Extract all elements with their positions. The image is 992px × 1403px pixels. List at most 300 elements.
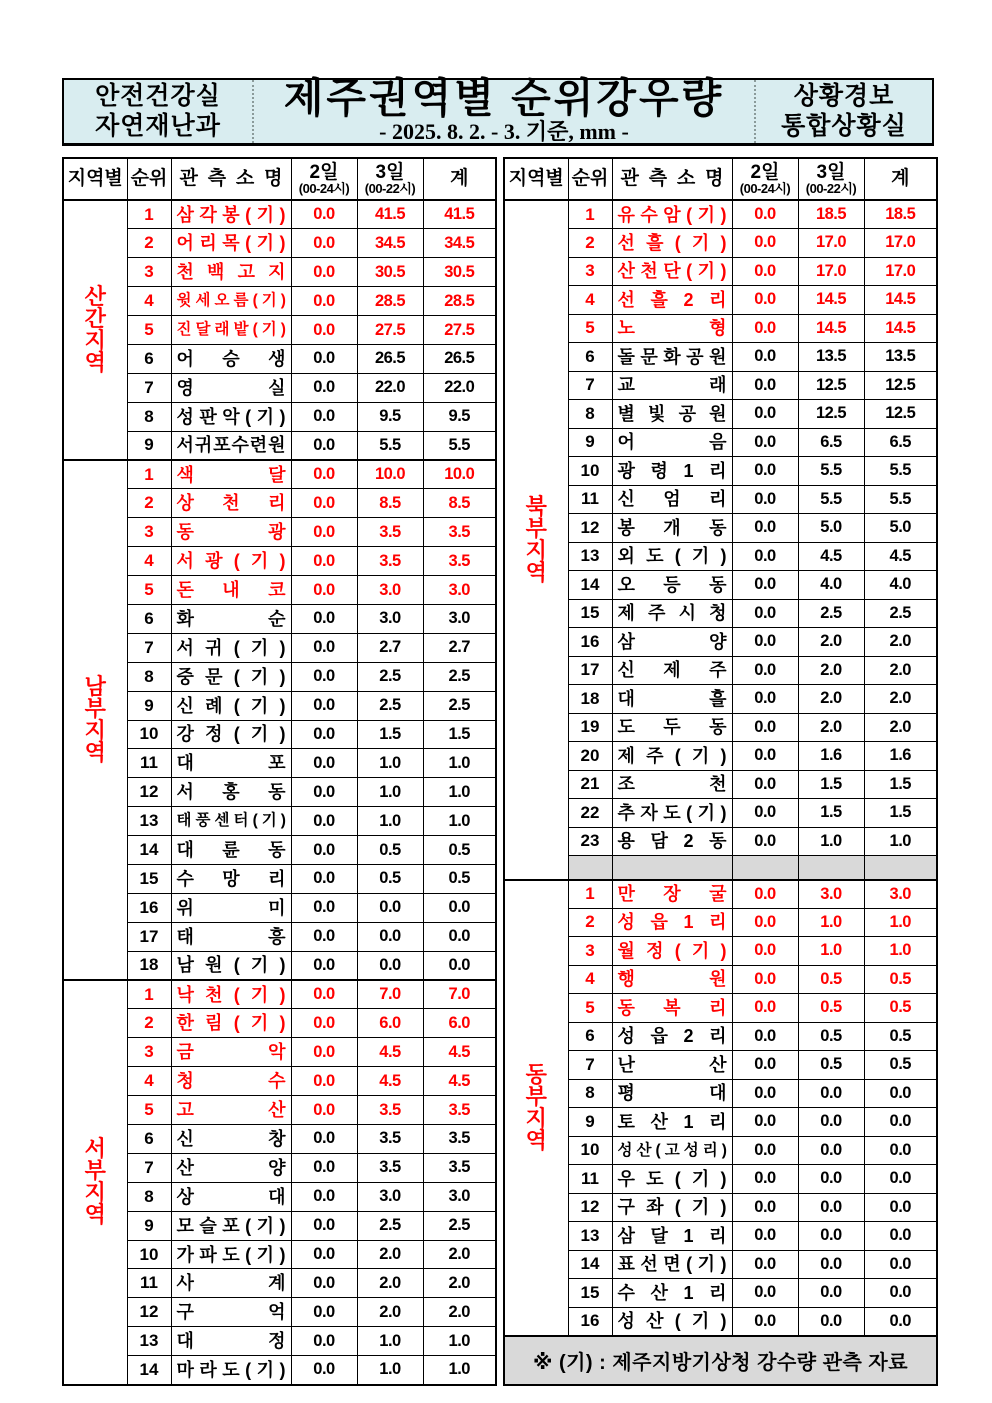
rank-cell: 1 bbox=[568, 880, 612, 909]
total-cell: 3.0 bbox=[423, 576, 496, 605]
day3-cell: 4.0 bbox=[798, 571, 864, 600]
day2-cell: 0.0 bbox=[291, 1240, 357, 1269]
station-name-cell: 성 판 악 ( 기 ) bbox=[171, 402, 291, 431]
day2-cell: 0.0 bbox=[732, 371, 798, 400]
rank-cell: 23 bbox=[568, 827, 612, 856]
station-row bbox=[504, 514, 937, 543]
station-name-cell: 남 원 ( 기 ) bbox=[171, 951, 291, 980]
column-header-row bbox=[63, 158, 496, 200]
station-name-cell: 모 슬 포 ( 기 ) bbox=[171, 1211, 291, 1240]
station-row bbox=[63, 922, 496, 951]
station-name-cell: 별 빛 공 원 bbox=[612, 400, 732, 429]
total-cell: 2.0 bbox=[423, 1240, 496, 1269]
day2-cell: 0.0 bbox=[732, 685, 798, 714]
total-cell: 0.5 bbox=[864, 994, 937, 1023]
total-cell: 22.0 bbox=[423, 373, 496, 402]
day3-cell: 27.5 bbox=[357, 316, 423, 345]
day3-cell: 41.5 bbox=[357, 200, 423, 229]
day3-cell: 2.0 bbox=[798, 685, 864, 714]
total-cell: 12.5 bbox=[864, 371, 937, 400]
day2-cell: 0.0 bbox=[291, 373, 357, 402]
rank-cell: 3 bbox=[127, 518, 171, 547]
day2-cell: 0.0 bbox=[291, 662, 357, 691]
rank-cell: 22 bbox=[568, 799, 612, 828]
day2-cell: 0.0 bbox=[291, 807, 357, 836]
rank-cell: 5 bbox=[568, 314, 612, 343]
day3-cell: 2.0 bbox=[798, 628, 864, 657]
region-label: 서 부 지 역 bbox=[63, 980, 127, 1384]
total-cell: 0.0 bbox=[864, 1079, 937, 1108]
day3-cell: 1.5 bbox=[798, 770, 864, 799]
station-name-cell: 월 정 ( 기 ) bbox=[612, 937, 732, 966]
day2-cell: 0.0 bbox=[732, 400, 798, 429]
total-cell: 5.0 bbox=[864, 514, 937, 543]
region-label: 산 간 지 역 bbox=[63, 200, 127, 460]
total-cell: 1.5 bbox=[864, 770, 937, 799]
day2-cell: 0.0 bbox=[732, 880, 798, 909]
station-name-cell: 천 백 고 지 bbox=[171, 258, 291, 287]
total-cell: 0.0 bbox=[423, 893, 496, 922]
station-row bbox=[504, 1193, 937, 1222]
station-row bbox=[63, 1269, 496, 1298]
rank-cell: 13 bbox=[127, 1327, 171, 1356]
total-cell: 0.0 bbox=[423, 922, 496, 951]
total-cell: 14.5 bbox=[864, 286, 937, 315]
station-name-cell: 제 주 시 청 bbox=[612, 599, 732, 628]
region-label: 북 부 지 역 bbox=[504, 200, 568, 880]
day3-cell: 1.0 bbox=[357, 778, 423, 807]
day3-cell: 3.5 bbox=[357, 518, 423, 547]
day3-cell: 5.5 bbox=[798, 485, 864, 514]
rank-cell: 10 bbox=[568, 1136, 612, 1165]
total-cell: 0.0 bbox=[864, 1108, 937, 1137]
day2-cell: 0.0 bbox=[732, 314, 798, 343]
day2-cell: 0.0 bbox=[291, 1125, 357, 1154]
rank-cell: 3 bbox=[568, 937, 612, 966]
station-row bbox=[504, 656, 937, 685]
day2-cell: 0.0 bbox=[291, 576, 357, 605]
ops-room-line-1: 상황경보 bbox=[793, 82, 895, 110]
rank-cell: 13 bbox=[127, 807, 171, 836]
day2-cell: 0.0 bbox=[732, 742, 798, 771]
station-name-cell: 진 달 래 밭 ( 기 ) bbox=[171, 316, 291, 345]
station-row bbox=[63, 893, 496, 922]
day3-cell: 12.5 bbox=[798, 371, 864, 400]
station-row bbox=[504, 1250, 937, 1279]
station-row bbox=[63, 1211, 496, 1240]
station-name-cell: 마 라 도 ( 기 ) bbox=[171, 1356, 291, 1385]
rank-cell: 4 bbox=[568, 965, 612, 994]
day3-cell: 1.5 bbox=[357, 720, 423, 749]
day3-cell: 0.0 bbox=[798, 1108, 864, 1137]
total-cell: 0.0 bbox=[864, 1222, 937, 1251]
day2-cell: 0.0 bbox=[732, 286, 798, 315]
rank-cell: 1 bbox=[127, 200, 171, 229]
rank-cell: 7 bbox=[127, 373, 171, 402]
station-row bbox=[63, 864, 496, 893]
station-row bbox=[504, 542, 937, 571]
total-cell: 6.5 bbox=[864, 428, 937, 457]
total-cell: 5.5 bbox=[864, 457, 937, 486]
station-name-cell: 사 계 bbox=[171, 1269, 291, 1298]
day2-cell: 0.0 bbox=[291, 633, 357, 662]
station-row bbox=[63, 287, 496, 316]
day3-cell: 4.5 bbox=[357, 1067, 423, 1096]
day2-cell: 0.0 bbox=[732, 599, 798, 628]
rank-cell: 3 bbox=[568, 257, 612, 286]
day2-cell: 0.0 bbox=[732, 770, 798, 799]
empty-filler-row bbox=[504, 856, 937, 880]
day3-cell: 1.0 bbox=[798, 908, 864, 937]
rank-cell: 13 bbox=[568, 542, 612, 571]
region-label: 동 부 지 역 bbox=[504, 880, 568, 1336]
footnote: ※ (기) : 제주지방기상청 강수량 관측 자료 bbox=[504, 1336, 937, 1385]
day3-cell: 1.0 bbox=[798, 827, 864, 856]
day3-cell: 2.5 bbox=[357, 1211, 423, 1240]
ops-room-label bbox=[754, 80, 932, 143]
station-name-cell: 삼 양 bbox=[612, 628, 732, 657]
rainfall-table-right bbox=[503, 157, 938, 1386]
station-row bbox=[63, 1327, 496, 1356]
station-name-cell: 위 미 bbox=[171, 893, 291, 922]
day3-cell: 10.0 bbox=[357, 460, 423, 489]
day3-cell: 2.5 bbox=[798, 599, 864, 628]
station-row bbox=[504, 400, 937, 429]
total-cell: 0.0 bbox=[864, 1279, 937, 1308]
rank-cell: 5 bbox=[568, 994, 612, 1023]
total-cell: 1.0 bbox=[864, 908, 937, 937]
day2-cell: 0.0 bbox=[291, 431, 357, 460]
station-name-cell: 용 담 2 동 bbox=[612, 827, 732, 856]
rank-cell: 10 bbox=[568, 457, 612, 486]
station-row bbox=[63, 778, 496, 807]
rank-cell: 15 bbox=[568, 1279, 612, 1308]
rank-cell: 5 bbox=[127, 316, 171, 345]
station-row bbox=[504, 1307, 937, 1336]
station-name-cell: 만 장 굴 bbox=[612, 880, 732, 909]
day2-cell: 0.0 bbox=[732, 1165, 798, 1194]
station-row bbox=[504, 713, 937, 742]
station-row bbox=[63, 633, 496, 662]
day2-cell: 0.0 bbox=[732, 1136, 798, 1165]
day2-cell: 0.0 bbox=[732, 628, 798, 657]
total-cell: 1.6 bbox=[864, 742, 937, 771]
station-name-cell: 서 광 ( 기 ) bbox=[171, 547, 291, 576]
total-cell: 2.0 bbox=[864, 656, 937, 685]
day2-cell: 0.0 bbox=[291, 1153, 357, 1182]
rank-cell: 17 bbox=[127, 922, 171, 951]
day2-cell: 0.0 bbox=[291, 1009, 357, 1038]
day3-cell: 0.0 bbox=[798, 1165, 864, 1194]
column-header-total: 계 bbox=[423, 158, 496, 200]
total-cell: 2.0 bbox=[423, 1298, 496, 1327]
station-row bbox=[504, 599, 937, 628]
dept-label bbox=[64, 80, 254, 143]
day2-cell: 0.0 bbox=[291, 1096, 357, 1125]
day2-cell: 0.0 bbox=[732, 713, 798, 742]
station-row bbox=[63, 1096, 496, 1125]
rank-cell: 4 bbox=[127, 287, 171, 316]
station-row bbox=[63, 749, 496, 778]
station-name-cell: 신 례 ( 기 ) bbox=[171, 691, 291, 720]
station-row bbox=[504, 571, 937, 600]
rank-cell: 6 bbox=[568, 1022, 612, 1051]
total-cell: 1.0 bbox=[864, 827, 937, 856]
column-header-region: 지역별 bbox=[63, 158, 127, 200]
day3-cell: 0.0 bbox=[798, 1079, 864, 1108]
total-cell: 2.5 bbox=[864, 599, 937, 628]
day3-cell: 1.0 bbox=[798, 937, 864, 966]
station-row bbox=[63, 344, 496, 373]
day3-cell: 0.0 bbox=[798, 1222, 864, 1251]
total-cell: 1.0 bbox=[423, 1327, 496, 1356]
total-cell: 0.5 bbox=[864, 1051, 937, 1080]
total-cell: 1.0 bbox=[423, 807, 496, 836]
day3-cell: 3.5 bbox=[357, 1153, 423, 1182]
page-title: 제주권역별 순위강우량 bbox=[283, 75, 725, 122]
rank-cell: 7 bbox=[127, 1153, 171, 1182]
day3-cell: 28.5 bbox=[357, 287, 423, 316]
day2-cell: 0.0 bbox=[291, 893, 357, 922]
rank-cell: 6 bbox=[568, 343, 612, 372]
station-name-cell: 외 도 ( 기 ) bbox=[612, 542, 732, 571]
total-cell: 13.5 bbox=[864, 343, 937, 372]
total-cell: 0.5 bbox=[423, 836, 496, 865]
station-name-cell: 노 형 bbox=[612, 314, 732, 343]
station-row bbox=[63, 604, 496, 633]
column-header-total: 계 bbox=[864, 158, 937, 200]
station-name-cell: 상 천 리 bbox=[171, 489, 291, 518]
day3-cell: 0.0 bbox=[798, 1307, 864, 1336]
station-row bbox=[63, 547, 496, 576]
station-name-cell: 도 두 동 bbox=[612, 713, 732, 742]
rank-cell: 8 bbox=[127, 662, 171, 691]
station-row bbox=[63, 489, 496, 518]
day3-cell: 3.0 bbox=[798, 880, 864, 909]
day2-cell: 0.0 bbox=[732, 656, 798, 685]
station-name-cell: 신 엄 리 bbox=[612, 485, 732, 514]
total-cell: 8.5 bbox=[423, 489, 496, 518]
day2-cell: 0.0 bbox=[291, 316, 357, 345]
day3-cell: 18.5 bbox=[798, 200, 864, 229]
station-row bbox=[504, 799, 937, 828]
column-header-rank: 순위 bbox=[127, 158, 171, 200]
column-header-day3: 3일 (00-22시) bbox=[798, 158, 864, 200]
total-cell: 17.0 bbox=[864, 229, 937, 258]
station-name-cell: 난 산 bbox=[612, 1051, 732, 1080]
day3-cell: 5.5 bbox=[357, 431, 423, 460]
total-cell: 30.5 bbox=[423, 258, 496, 287]
station-name-cell: 대 흘 bbox=[612, 685, 732, 714]
rank-cell: 4 bbox=[127, 547, 171, 576]
day3-cell: 12.5 bbox=[798, 400, 864, 429]
day3-cell: 3.0 bbox=[357, 576, 423, 605]
station-name-cell: 영 실 bbox=[171, 373, 291, 402]
station-row bbox=[504, 628, 937, 657]
day2-cell: 0.0 bbox=[291, 864, 357, 893]
station-row bbox=[63, 720, 496, 749]
column-header-row bbox=[504, 158, 937, 200]
rank-cell: 16 bbox=[568, 628, 612, 657]
column-header-day3: 3일 (00-22시) bbox=[357, 158, 423, 200]
rank-cell: 11 bbox=[568, 1165, 612, 1194]
station-name-cell: 오 등 동 bbox=[612, 571, 732, 600]
day3-cell: 2.0 bbox=[798, 656, 864, 685]
day3-cell: 0.5 bbox=[357, 836, 423, 865]
station-row bbox=[504, 343, 937, 372]
station-name-cell: 가 파 도 ( 기 ) bbox=[171, 1240, 291, 1269]
rank-cell: 9 bbox=[127, 691, 171, 720]
total-cell: 26.5 bbox=[423, 344, 496, 373]
rank-cell: 15 bbox=[568, 599, 612, 628]
total-cell: 1.0 bbox=[423, 778, 496, 807]
station-row bbox=[504, 1279, 937, 1308]
day3-cell: 3.0 bbox=[357, 604, 423, 633]
total-cell: 41.5 bbox=[423, 200, 496, 229]
rank-cell: 1 bbox=[568, 200, 612, 229]
day2-cell: 0.0 bbox=[291, 460, 357, 489]
day2-cell: 0.0 bbox=[732, 937, 798, 966]
rank-cell: 9 bbox=[568, 428, 612, 457]
day3-cell: 22.0 bbox=[357, 373, 423, 402]
station-row bbox=[504, 937, 937, 966]
station-name-cell: 산 천 단 ( 기 ) bbox=[612, 257, 732, 286]
dept-line-1: 안전건강실 bbox=[95, 82, 221, 110]
total-cell: 3.0 bbox=[423, 1182, 496, 1211]
station-name-cell: 동 복 리 bbox=[612, 994, 732, 1023]
footnote-row bbox=[504, 1336, 937, 1385]
column-header-rank: 순위 bbox=[568, 158, 612, 200]
day2-cell: 0.0 bbox=[291, 604, 357, 633]
day3-cell: 0.5 bbox=[798, 1022, 864, 1051]
rank-cell: 7 bbox=[568, 1051, 612, 1080]
day2-cell: 0.0 bbox=[732, 257, 798, 286]
rank-cell: 9 bbox=[127, 1211, 171, 1240]
station-name-cell: 돈 내 코 bbox=[171, 576, 291, 605]
total-cell: 2.7 bbox=[423, 633, 496, 662]
rank-cell: 12 bbox=[568, 514, 612, 543]
station-row bbox=[63, 1356, 496, 1385]
rank-cell: 11 bbox=[127, 1269, 171, 1298]
day2-cell: 0.0 bbox=[732, 200, 798, 229]
rank-cell: 10 bbox=[127, 720, 171, 749]
empty-cell bbox=[612, 856, 732, 880]
day2-cell: 0.0 bbox=[732, 457, 798, 486]
day3-cell: 2.0 bbox=[798, 713, 864, 742]
total-cell: 2.5 bbox=[423, 691, 496, 720]
station-name-cell: 성 읍 1 리 bbox=[612, 908, 732, 937]
station-row bbox=[63, 373, 496, 402]
total-cell: 2.0 bbox=[423, 1269, 496, 1298]
rank-cell: 18 bbox=[127, 951, 171, 980]
day3-cell: 1.5 bbox=[798, 799, 864, 828]
rank-cell: 5 bbox=[127, 576, 171, 605]
station-name-cell: 구 억 bbox=[171, 1298, 291, 1327]
station-row bbox=[63, 431, 496, 460]
total-cell: 3.0 bbox=[423, 604, 496, 633]
total-cell: 0.5 bbox=[864, 1022, 937, 1051]
rank-cell: 2 bbox=[568, 229, 612, 258]
day2-cell: 0.0 bbox=[291, 1269, 357, 1298]
station-row bbox=[504, 229, 937, 258]
total-cell: 27.5 bbox=[423, 316, 496, 345]
day3-cell: 8.5 bbox=[357, 489, 423, 518]
station-row bbox=[504, 1051, 937, 1080]
station-name-cell: 토 산 1 리 bbox=[612, 1108, 732, 1137]
day3-cell: 3.0 bbox=[357, 1182, 423, 1211]
total-cell: 0.0 bbox=[864, 1307, 937, 1336]
station-row bbox=[63, 402, 496, 431]
day2-cell: 0.0 bbox=[732, 965, 798, 994]
rank-cell: 16 bbox=[568, 1307, 612, 1336]
total-cell: 0.0 bbox=[864, 1193, 937, 1222]
station-row bbox=[63, 951, 496, 980]
day2-cell: 0.0 bbox=[732, 1222, 798, 1251]
station-name-cell: 청 수 bbox=[171, 1067, 291, 1096]
station-row bbox=[504, 685, 937, 714]
day2-cell: 0.0 bbox=[291, 1211, 357, 1240]
station-name-cell: 유 수 암 ( 기 ) bbox=[612, 200, 732, 229]
station-row bbox=[504, 880, 937, 909]
station-row bbox=[63, 807, 496, 836]
station-row bbox=[63, 691, 496, 720]
day3-cell: 26.5 bbox=[357, 344, 423, 373]
day2-cell: 0.0 bbox=[732, 485, 798, 514]
rank-cell: 10 bbox=[127, 1240, 171, 1269]
day3-cell: 0.5 bbox=[798, 994, 864, 1023]
total-cell: 17.0 bbox=[864, 257, 937, 286]
day2-cell: 0.0 bbox=[291, 258, 357, 287]
station-row bbox=[63, 258, 496, 287]
day2-cell: 0.0 bbox=[732, 1193, 798, 1222]
total-cell: 5.5 bbox=[423, 431, 496, 460]
station-row bbox=[504, 286, 937, 315]
station-name-cell: 수 산 1 리 bbox=[612, 1279, 732, 1308]
total-cell: 28.5 bbox=[423, 287, 496, 316]
station-row bbox=[504, 827, 937, 856]
station-row bbox=[504, 1108, 937, 1137]
station-name-cell: 고 산 bbox=[171, 1096, 291, 1125]
rank-cell: 8 bbox=[568, 400, 612, 429]
total-cell: 3.5 bbox=[423, 518, 496, 547]
station-name-cell: 추 자 도 ( 기 ) bbox=[612, 799, 732, 828]
station-name-cell: 선 흘 ( 기 ) bbox=[612, 229, 732, 258]
day2-cell: 0.0 bbox=[291, 836, 357, 865]
empty-cell bbox=[798, 856, 864, 880]
station-name-cell: 우 도 ( 기 ) bbox=[612, 1165, 732, 1194]
station-name-cell: 평 대 bbox=[612, 1079, 732, 1108]
rank-cell: 1 bbox=[127, 460, 171, 489]
total-cell: 18.5 bbox=[864, 200, 937, 229]
station-name-cell: 금 악 bbox=[171, 1038, 291, 1067]
day3-cell: 1.6 bbox=[798, 742, 864, 771]
day2-cell: 0.0 bbox=[291, 980, 357, 1009]
station-row bbox=[63, 518, 496, 547]
station-row bbox=[504, 908, 937, 937]
station-row bbox=[63, 1153, 496, 1182]
region-label: 남 부 지 역 bbox=[63, 460, 127, 980]
day2-cell: 0.0 bbox=[291, 344, 357, 373]
column-header-day2: 2일 (00-24시) bbox=[732, 158, 798, 200]
day3-cell: 7.0 bbox=[357, 980, 423, 1009]
rainfall-table-left bbox=[62, 157, 497, 1386]
day3-cell: 2.5 bbox=[357, 691, 423, 720]
rank-cell: 6 bbox=[127, 344, 171, 373]
station-row bbox=[63, 1182, 496, 1211]
total-cell: 0.0 bbox=[864, 1165, 937, 1194]
day3-cell: 30.5 bbox=[357, 258, 423, 287]
rank-cell: 11 bbox=[127, 749, 171, 778]
